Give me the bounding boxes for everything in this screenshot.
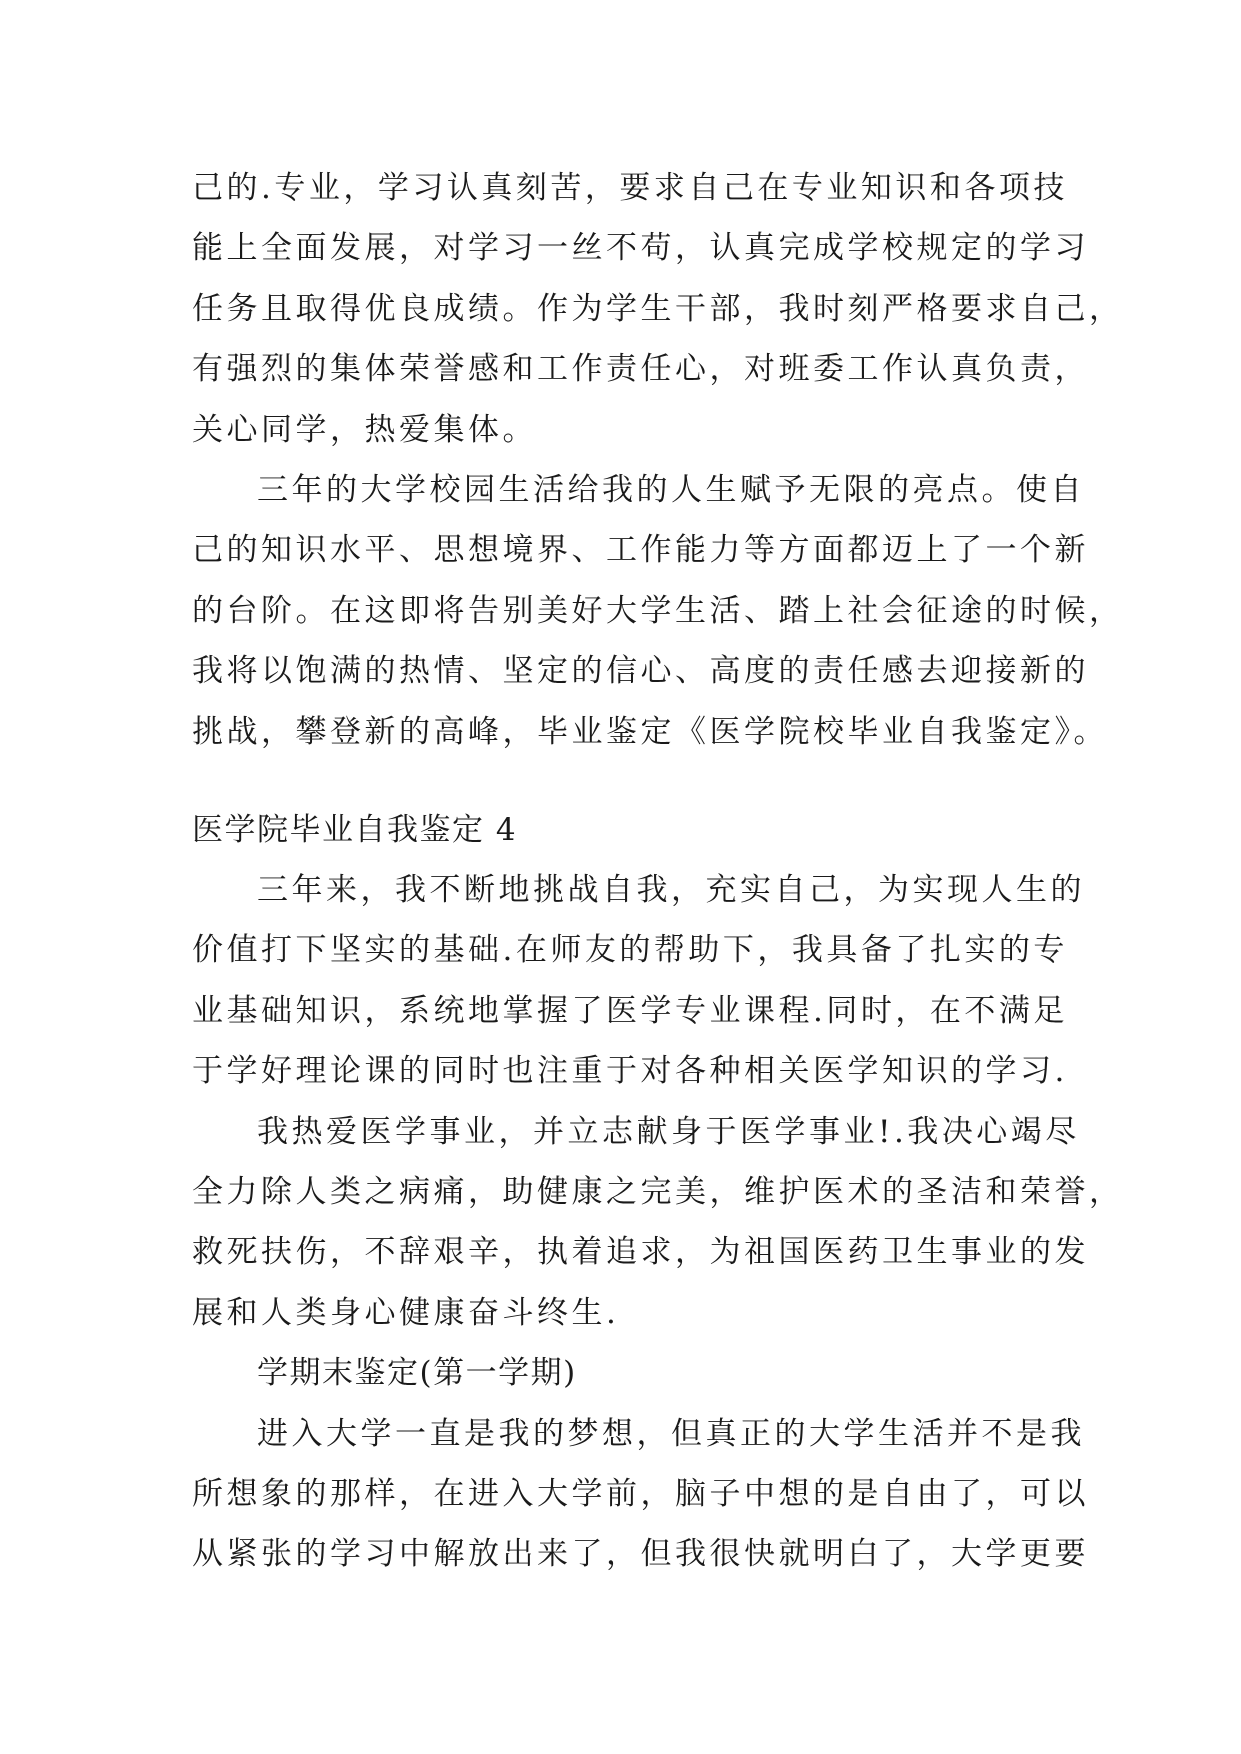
text-line: 挑战，攀登新的高峰，毕业鉴定《医学院校毕业自我鉴定》。: [192, 714, 1108, 750]
text-line: 价值打下坚实的基础.在师友的帮助下，我具备了扎实的专: [192, 932, 1068, 968]
text-line: 有强烈的集体荣誉感和工作责任心，对班委工作认真负责，: [192, 351, 1089, 387]
text-line: 关心同学，热爱集体。: [192, 412, 537, 448]
text-line: 我将以饱满的热情、坚定的信心、高度的责任感去迎接新的: [192, 653, 1089, 689]
text-line: 展和人类身心健康奋斗终生.: [192, 1295, 620, 1331]
text-line: 能上全面发展，对学习一丝不苟，认真完成学校规定的学习: [192, 230, 1089, 266]
text-line: 己的.专业，学习认真刻苦，要求自己在专业知识和各项技: [192, 170, 1068, 206]
text-line: 己的知识水平、思想境界、工作能力等方面都迈上了一个新: [192, 532, 1089, 568]
text-line: 从紧张的学习中解放出来了，但我很快就明白了，大学更要: [192, 1536, 1089, 1572]
text-line: 救死扶伤，不辞艰辛，执着追求，为祖国医药卫生事业的发: [192, 1234, 1089, 1270]
paragraph-start-line: 进入大学一直是我的梦想，但真正的大学生活并不是我: [257, 1416, 1085, 1452]
paragraph-start-line: 我热爱医学事业，并立志献身于医学事业!.我决心竭尽: [257, 1114, 1080, 1150]
text-line: 全力除人类之病痛，助健康之完美，维护医术的圣洁和荣誉，: [192, 1174, 1124, 1210]
text-line: 所想象的那样，在进入大学前，脑子中想的是自由了，可以: [192, 1476, 1089, 1512]
paragraph-start-line: 三年的大学校园生活给我的人生赋予无限的亮点。使自: [257, 472, 1085, 508]
subsection-heading: 学期末鉴定(第一学期): [257, 1355, 577, 1391]
section-heading: 医学院毕业自我鉴定 4: [192, 812, 518, 848]
text-line: 于学好理论课的同时也注重于对各种相关医学知识的学习.: [192, 1053, 1068, 1089]
paragraph-start-line: 三年来，我不断地挑战自我，充实自己，为实现人生的: [257, 872, 1085, 908]
text-line: 任务且取得优良成绩。作为学生干部，我时刻严格要求自己，: [192, 291, 1124, 327]
text-line: 业基础知识，系统地掌握了医学专业课程.同时，在不满足: [192, 993, 1068, 1029]
text-line: 的台阶。在这即将告别美好大学生活、踏上社会征途的时候，: [192, 593, 1124, 629]
